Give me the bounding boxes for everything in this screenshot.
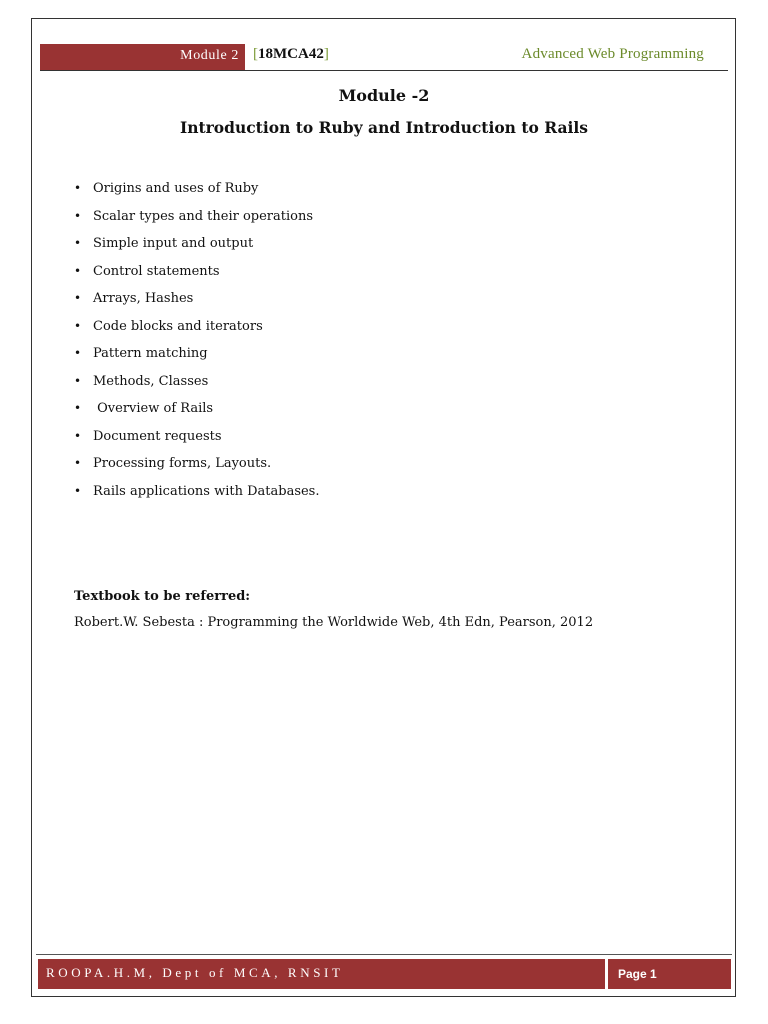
header-course-code <box>253 46 329 63</box>
list-item <box>74 178 319 206</box>
bullet-icon: • <box>74 208 82 223</box>
header-code-text: 18MCA42 <box>258 46 324 62</box>
topic-list <box>74 178 319 508</box>
list-item-text: Origins and uses of Ruby <box>93 181 259 196</box>
bullet-icon: • <box>74 318 82 333</box>
list-item <box>74 261 319 289</box>
page-number: Page 1 <box>605 959 731 989</box>
list-item <box>74 371 319 399</box>
list-item <box>74 343 319 371</box>
list-item <box>74 398 319 426</box>
bullet-icon: • <box>74 181 82 195</box>
bullet-icon: • <box>74 456 82 470</box>
header-subject: Advanced Web Programming <box>521 46 704 62</box>
header-code-close-bracket: ] <box>323 46 329 62</box>
bullet-icon: • <box>74 483 82 498</box>
bullet-icon: • <box>74 236 82 250</box>
list-item-text: Methods, Classes <box>93 373 209 389</box>
list-item-text: Arrays, Hashes <box>93 291 194 306</box>
list-item <box>74 206 319 234</box>
bullet-icon: • <box>74 373 82 388</box>
list-item-text: Overview of Rails <box>93 401 214 416</box>
bullet-icon: • <box>74 346 82 360</box>
header-divider <box>40 70 728 71</box>
header-module-label: Module 2 <box>180 48 239 63</box>
footer-divider <box>36 954 732 955</box>
list-item-text: Pattern matching <box>93 346 208 361</box>
header-code-open-bracket: [ <box>253 46 258 62</box>
footer-band <box>38 959 731 989</box>
list-item-text: Code blocks and iterators <box>93 318 263 334</box>
list-item-text: Scalar types and their operations <box>93 208 314 224</box>
list-item-text: Document requests <box>93 428 222 444</box>
textbook-reference: Robert.W. Sebesta : Programming the Worldwide Web, 4th Edn, Pearson, 2012 <box>74 615 594 630</box>
bullet-icon: • <box>74 291 82 305</box>
bullet-icon: • <box>74 428 82 443</box>
list-item <box>74 233 319 261</box>
list-item <box>74 481 319 509</box>
list-item <box>74 453 319 481</box>
header-module-band <box>40 44 245 70</box>
footer-author: ROOPA.H.M, Dept of MCA, RNSIT <box>46 965 344 980</box>
list-item <box>74 316 319 344</box>
module-title: Module -2 <box>338 86 430 105</box>
list-item <box>74 426 319 454</box>
bullet-icon: • <box>74 263 82 278</box>
bullet-icon: • <box>74 401 82 415</box>
list-item-text: Control statements <box>93 263 220 279</box>
list-item <box>74 288 319 316</box>
textbook-heading: Textbook to be referred: <box>74 589 251 604</box>
list-item-text: Simple input and output <box>93 236 254 251</box>
list-item-text: Processing forms, Layouts. <box>93 456 272 471</box>
list-item-text: Rails applications with Databases. <box>93 483 320 499</box>
module-heading: Introduction to Ruby and Introduction to Rails <box>179 118 589 137</box>
